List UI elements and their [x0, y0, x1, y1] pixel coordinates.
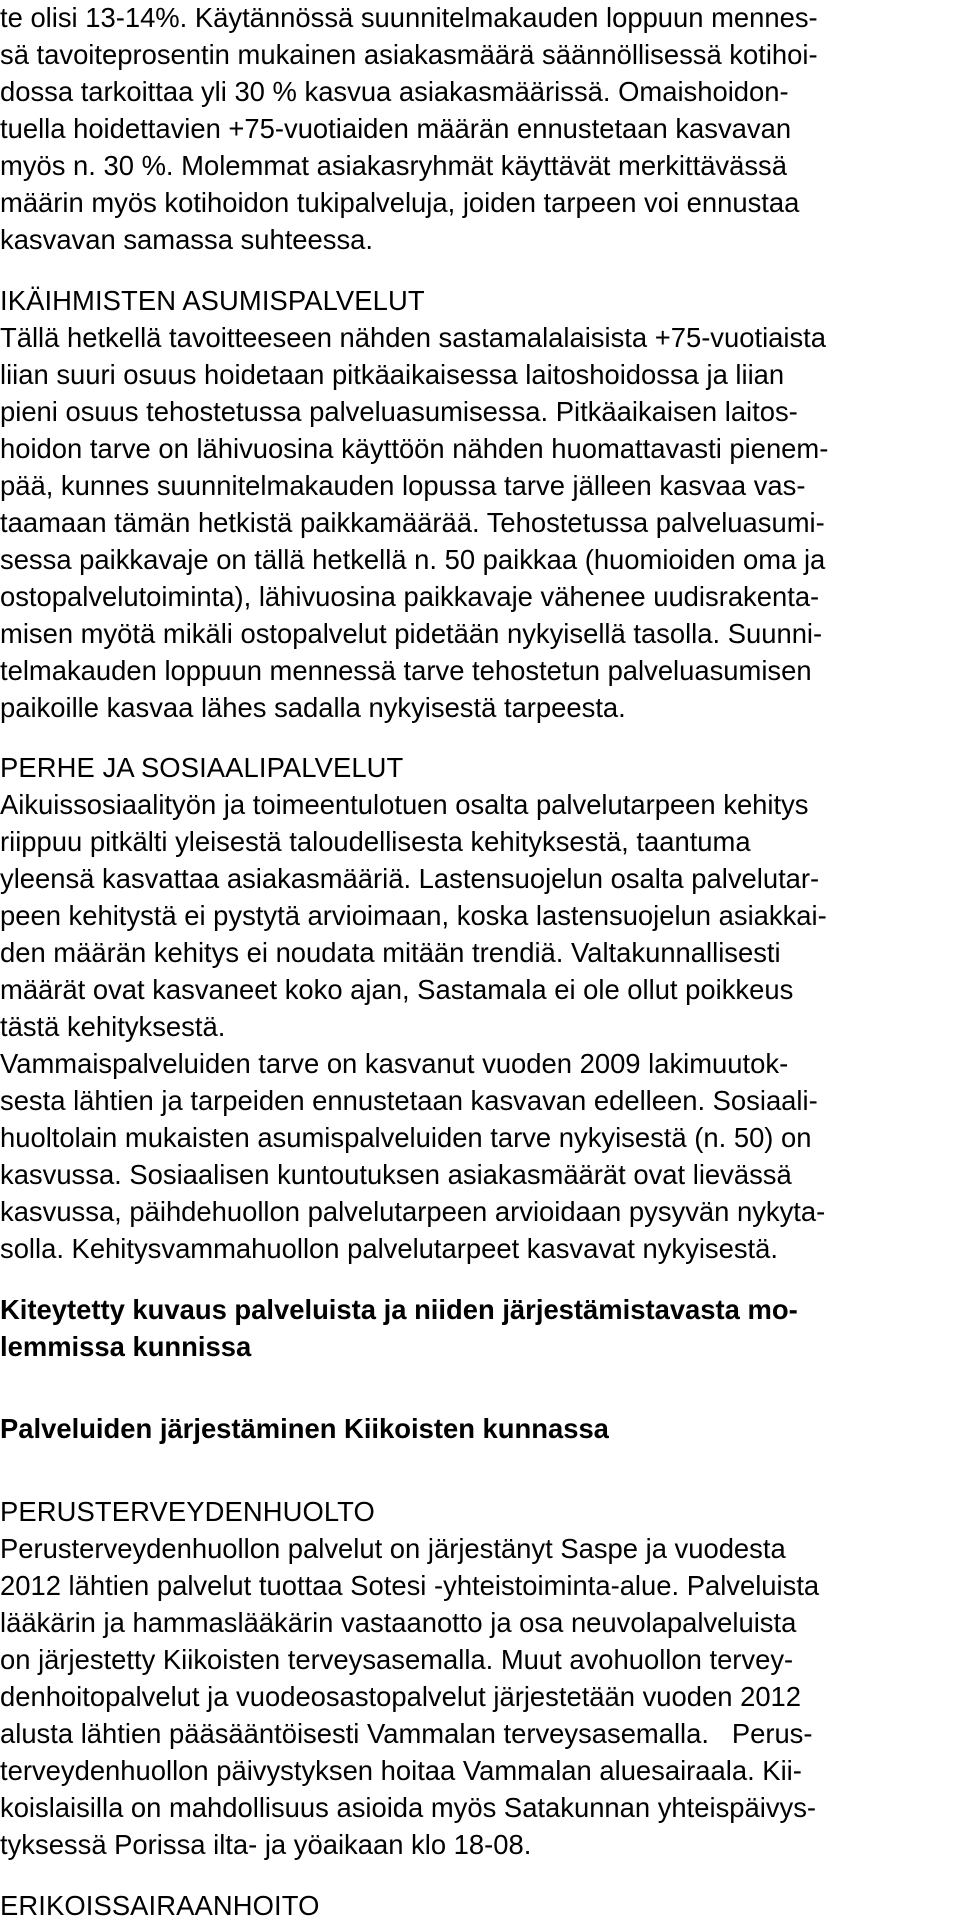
paragraph-perhe-sosiaali-line-5: den määrän kehitys ei noudata mitään trendiä. Valtakunnallisesti — [0, 937, 781, 968]
paragraph-asumispalvelut-line-8: ostopalvelutoiminta), lähivuosina paikkavaje vähenee uudisrakenta- — [0, 581, 820, 612]
paragraph-asumispalvelut-line-10: telmakauden loppuun mennessä tarve tehostetun palveluasumisen — [0, 655, 812, 686]
paragraph-perusterveydenhuolto-line-6: alusta lähtien pääsääntöisesti Vammalan terveysasemalla. Perus- — [0, 1718, 813, 1749]
heading-kiteytetty-kuvaus-line-1: Kiteytetty kuvaus palveluista ja niiden järjestämistavasta mo- — [0, 1294, 798, 1325]
heading-perhe-ja-sosiaalipalvelut-line-1: PERHE JA SOSIAALIPALVELUT — [0, 752, 404, 783]
paragraph-perhe-sosiaali-line-11: kasvussa. Sosiaalisen kuntoutuksen asiakasmäärät ovat lievässä — [0, 1159, 792, 1190]
heading-kiteytetty-kuvaus-line-2: lemmissa kunnissa — [0, 1331, 252, 1362]
paragraph-kotihoito-ennuste-line-4: tuella hoidettavien +75-vuotiaiden määrän ennustetaan kasvavan — [0, 113, 792, 144]
paragraph-perusterveydenhuolto-line-1: Perusterveydenhuollon palvelut on järjestänyt Saspe ja vuodesta — [0, 1533, 786, 1564]
paragraph-perhe-sosiaali-line-12: kasvussa, päihdehuollon palvelutarpeen arvioidaan pysyvän nykyta- — [0, 1196, 826, 1227]
paragraph-perhe-sosiaali-line-7: tästä kehityksestä. — [0, 1011, 226, 1042]
paragraph-perhe-sosiaali-line-4: peen kehitystä ei pystytä arvioimaan, koska lastensuojelun asiakkai- — [0, 900, 827, 931]
paragraph-asumispalvelut-line-2: liian suuri osuus hoidetaan pitkäaikaisessa laitoshoidossa ja liian — [0, 359, 785, 390]
paragraph-perhe-sosiaali-line-1: Aikuissosiaalityön ja toimeentulotuen osalta palvelutarpeen kehitys — [0, 789, 809, 820]
paragraph-kotihoito-ennuste-line-5: myös n. 30 %. Molemmat asiakasryhmät käyttävät merkittävässä — [0, 150, 787, 181]
paragraph-perhe-sosiaali-line-13: solla. Kehitysvammahuollon palvelutarpeet kasvavat nykyisestä. — [0, 1233, 778, 1264]
paragraph-kotihoito-ennuste-line-6: määrin myös kotihoidon tukipalveluja, joiden tarpeen voi ennustaa — [0, 187, 800, 218]
paragraph-perhe-sosiaali-line-3: yleensä kasvattaa asiakasmääriä. Lastensuojelun osalta palvelutar- — [0, 863, 820, 894]
paragraph-asumispalvelut-line-6: taamaan tämän hetkistä paikkamäärää. Tehostetussa palveluasumi- — [0, 507, 825, 538]
paragraph-perusterveydenhuolto-line-4: on järjestetty Kiikoisten terveysasemalla. Muut avohuollon tervey- — [0, 1644, 794, 1675]
paragraph-perhe-sosiaali-line-9: sesta lähtien ja tarpeiden ennustetaan kasvavan edelleen. Sosiaali- — [0, 1085, 818, 1116]
paragraph-perusterveydenhuolto-line-3: lääkärin ja hammaslääkärin vastaanotto ja osa neuvolapalveluista — [0, 1607, 797, 1638]
paragraph-asumispalvelut-line-11: paikoille kasvaa lähes sadalla nykyisestä tarpeesta. — [0, 692, 626, 723]
paragraph-asumispalvelut-line-9: misen myötä mikäli ostopalvelut pidetään nykyisellä tasolla. Suunni- — [0, 618, 823, 649]
paragraph-perusterveydenhuolto-line-9: tyksessä Porissa ilta- ja yöaikaan klo 18-08. — [0, 1829, 532, 1860]
paragraph-perusterveydenhuolto-line-5: denhoitopalvelut ja vuodeosastopalvelut järjestetään vuoden 2012 — [0, 1681, 802, 1712]
heading-perusterveydenhuolto-line-1: PERUSTERVEYDENHUOLTO — [0, 1496, 375, 1527]
paragraph-perusterveydenhuolto-line-2: 2012 lähtien palvelut tuottaa Sotesi -yhteistoiminta-alue. Palveluista — [0, 1570, 820, 1601]
heading-ikaihmisten-asumispalvelut-line-1: IKÄIHMISTEN ASUMISPALVELUT — [0, 285, 425, 316]
paragraph-asumispalvelut-line-4: hoidon tarve on lähivuosina käyttöön nähden huomattavasti pienem- — [0, 433, 829, 464]
paragraph-asumispalvelut-line-3: pieni osuus tehostetussa palveluasumisessa. Pitkäaikaisen laitos- — [0, 396, 798, 427]
heading-erikoissairaanhoito-line-1: ERIKOISSAIRAANHOITO — [0, 1890, 320, 1921]
paragraph-asumispalvelut-line-5: pää, kunnes suunnitelmakauden lopussa tarve jälleen kasvaa vas- — [0, 470, 806, 501]
paragraph-asumispalvelut-line-1: Tällä hetkellä tavoitteeseen nähden sastamalalaisista +75-vuotiaista — [0, 322, 827, 353]
heading-palveluiden-jarjestaminen-kiikoinen-line-1: Palveluiden järjestäminen Kiikoisten kunnassa — [0, 1413, 609, 1444]
paragraph-kotihoito-ennuste-line-3: dossa tarkoittaa yli 30 % kasvua asiakasmäärissä. Omaishoidon- — [0, 76, 789, 107]
paragraph-perhe-sosiaali-line-8: Vammaispalveluiden tarve on kasvanut vuoden 2009 lakimuutok- — [0, 1048, 789, 1079]
paragraph-kotihoito-ennuste-line-2: sä tavoiteprosentin mukainen asiakasmäärä säännöllisessä kotihoi- — [0, 39, 818, 70]
paragraph-perhe-sosiaali-line-10: huoltolain mukaisten asumispalveluiden tarve nykyisestä (n. 50) on — [0, 1122, 812, 1153]
paragraph-perhe-sosiaali-line-2: riippuu pitkälti yleisestä taloudellisesta kehityksestä, taantuma — [0, 826, 751, 857]
paragraph-kotihoito-ennuste-line-1: te olisi 13-14%. Käytännössä suunnitelmakauden loppuun mennes- — [0, 2, 818, 33]
paragraph-perusterveydenhuolto-line-7: terveydenhuollon päivystyksen hoitaa Vammalan aluesairaala. Kii- — [0, 1755, 802, 1786]
paragraph-kotihoito-ennuste-line-7: kasvavan samassa suhteessa. — [0, 224, 374, 255]
paragraph-asumispalvelut-line-7: sessa paikkavaje on tällä hetkellä n. 50 paikkaa (huomioiden oma ja — [0, 544, 826, 575]
paragraph-perusterveydenhuolto-line-8: koislaisilla on mahdollisuus asioida myös Satakunnan yhteispäivys- — [0, 1792, 817, 1823]
paragraph-perhe-sosiaali-line-6: määrät ovat kasvaneet koko ajan, Sastamala ei ole ollut poikkeus — [0, 974, 794, 1005]
